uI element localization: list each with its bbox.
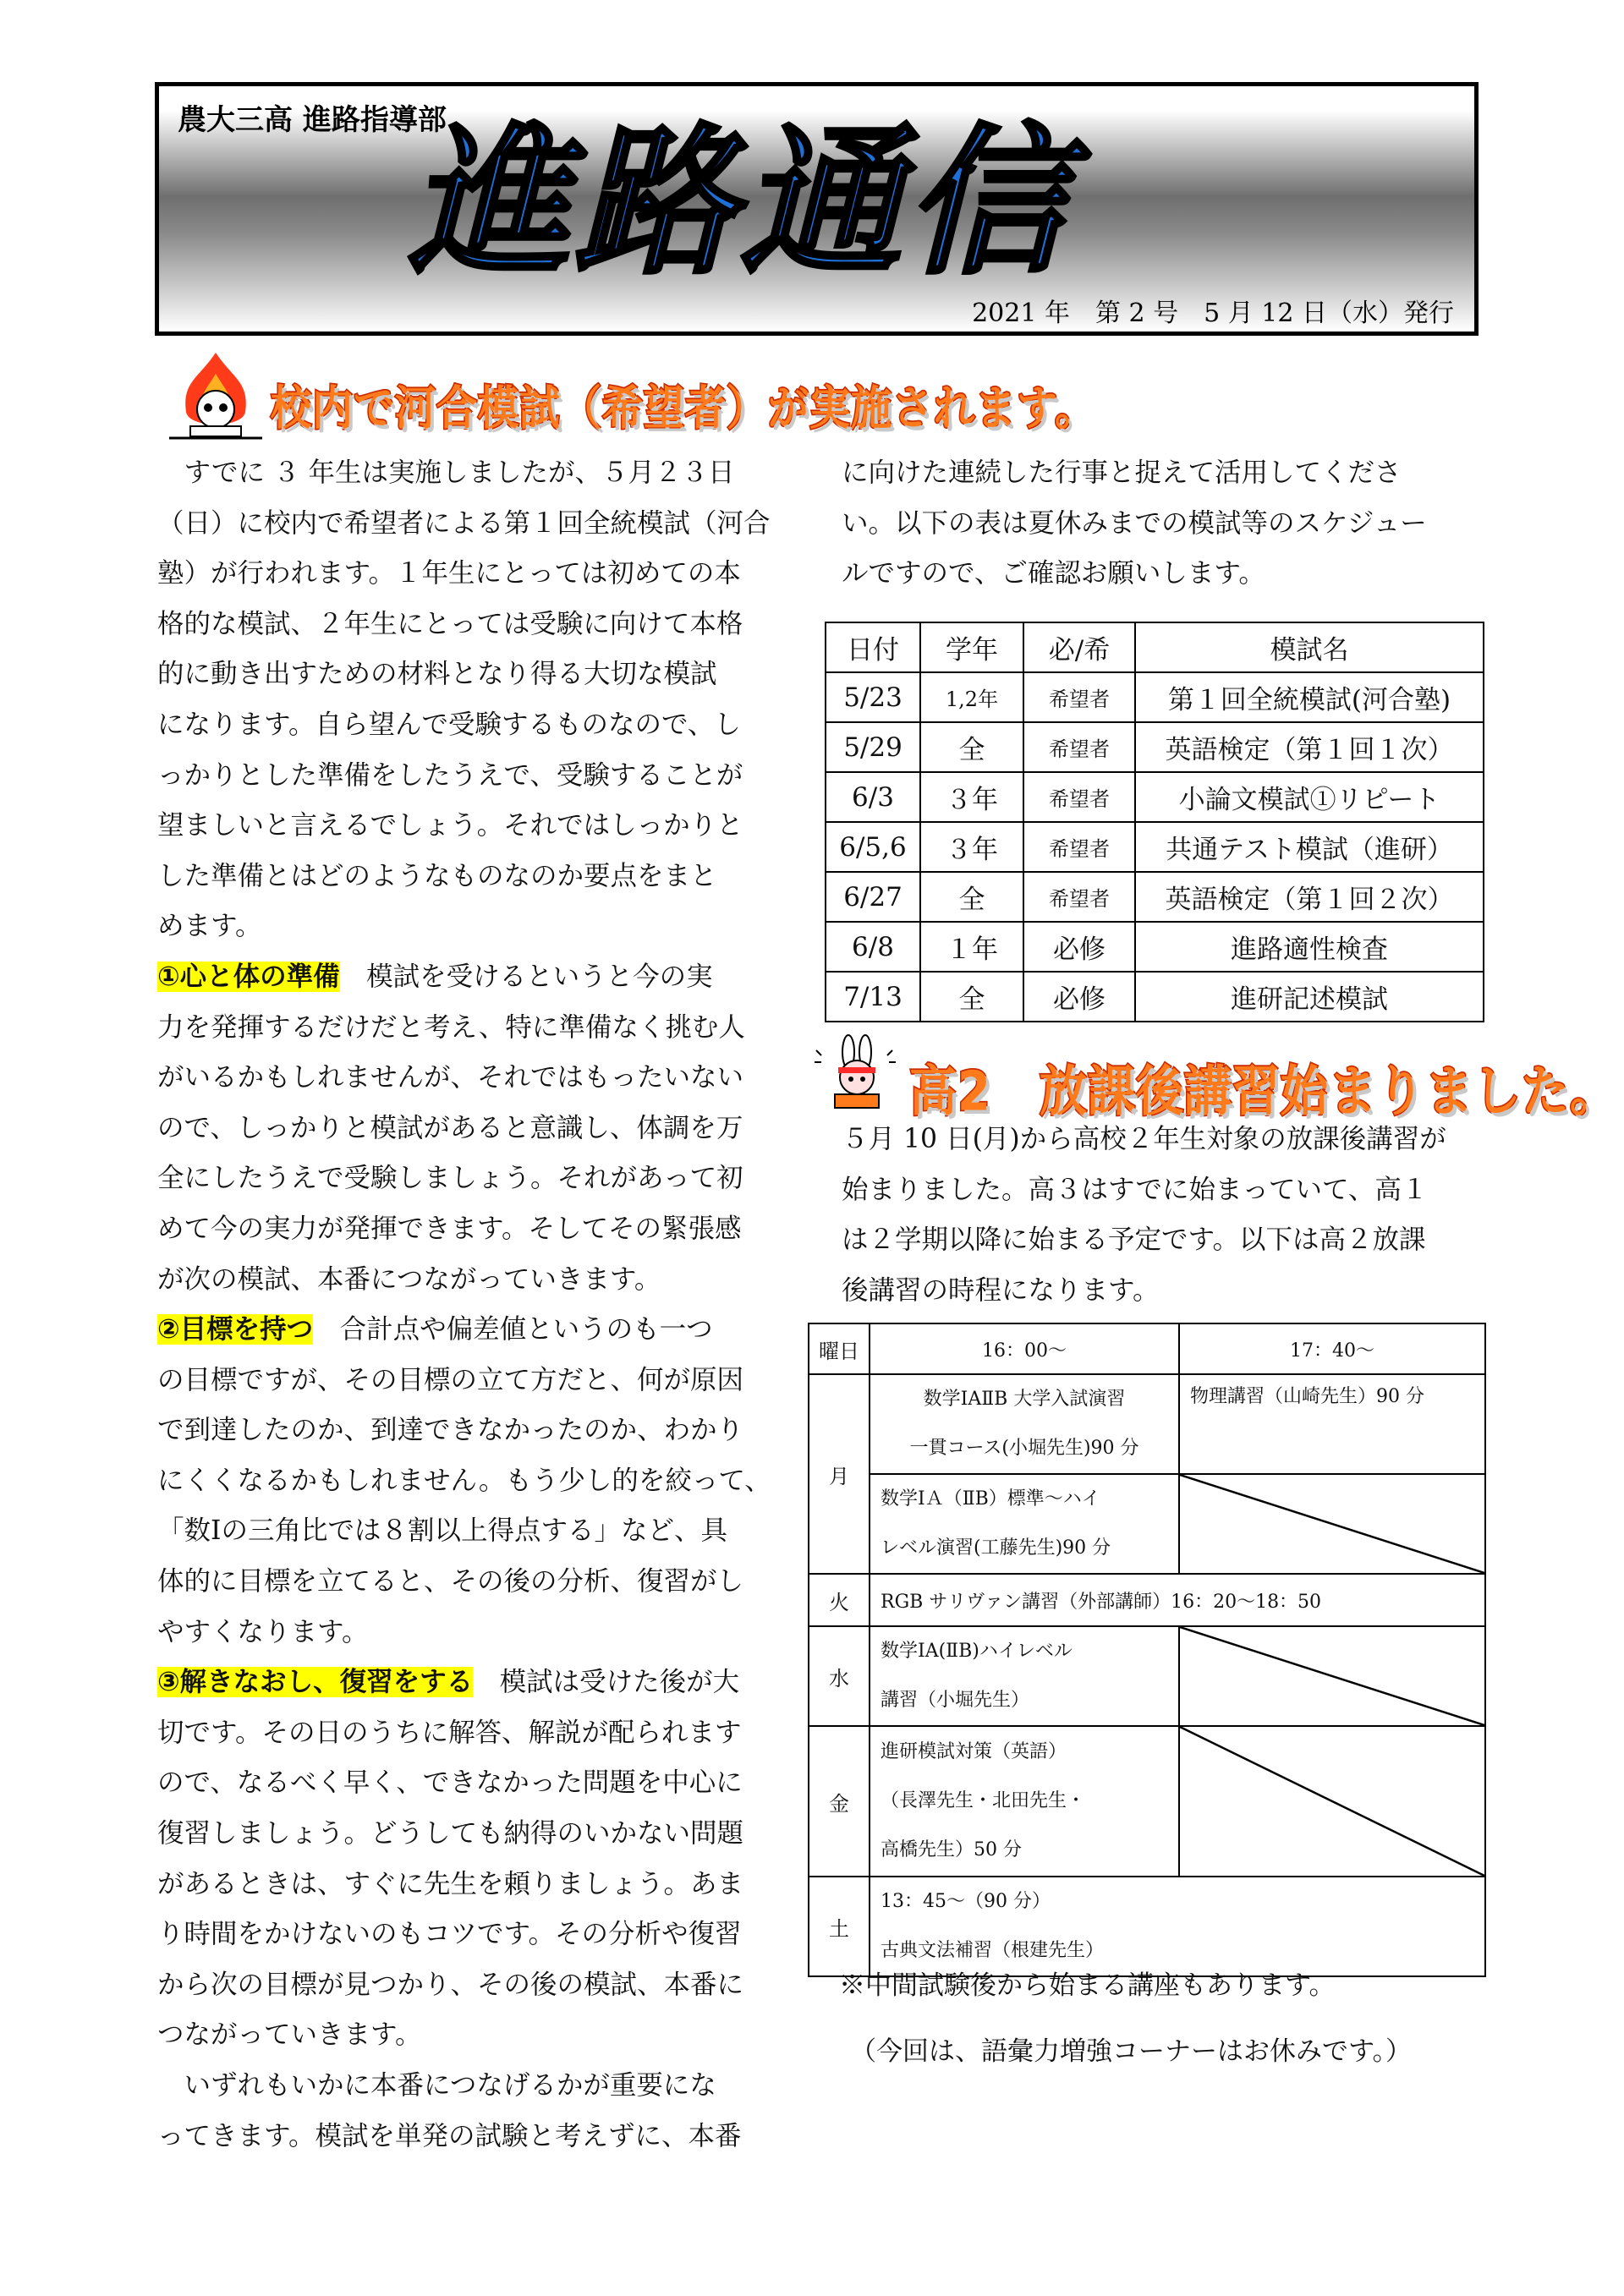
section2-body (842, 1115, 1493, 1316)
cell-monday-2: 物理講習（山崎先生）90 分 (1179, 1374, 1485, 1474)
point3-line: つながっていきます。 (157, 2019, 422, 2051)
intro-line: 塾）が行われます。１年生にとっては初めての本 (157, 558, 741, 589)
point3-heading: ③解きなおし、復習をする (157, 1667, 474, 1698)
section2-line: 始まりました。高３はすでに始まっていて、高１ (842, 1174, 1429, 1205)
section2-line: は２学期以降に始まる予定です。以下は高２放課 (842, 1225, 1426, 1256)
table-row (826, 922, 1484, 972)
cell-text: 数学ⅠＡ（ⅡB）標準～ハイ (881, 1488, 1100, 1510)
cell-tuesday: RGB サリヴァン講習（外部講師）16：20～18：50 (870, 1574, 1485, 1626)
table-header-row (809, 1323, 1485, 1374)
day-saturday: 土 (809, 1877, 870, 1976)
intro-line: めます。 (157, 911, 262, 942)
table-row-saturday (809, 1877, 1485, 1976)
point1-line: 力を発揮するだけだと考え、特に準備なく挑む人 (157, 1011, 745, 1043)
note-vocab-corner: （今回は、語彙力増強コーナーはお休みです。） (850, 2036, 1413, 2067)
panda-flame-icon (165, 348, 266, 441)
day-tuesday: 火 (809, 1574, 870, 1626)
empty-slot-slash (1179, 1474, 1485, 1574)
cell-type: 希望者 (1023, 772, 1135, 822)
table-row (826, 972, 1484, 1022)
cell-exam: 第１回全統模試(河合塾) (1135, 672, 1484, 722)
table-row (826, 722, 1484, 772)
point3-line: ので、なるべく早く、できなかった問題を中心に (157, 1767, 743, 1799)
point2-heading: ②目標を持つ (157, 1314, 314, 1345)
section2-title: 高2 放課後講習始まりました。 (909, 1060, 1618, 1124)
cell-type: 希望者 (1023, 722, 1135, 772)
empty-slot-slash (1179, 1626, 1485, 1726)
cell-grade: 全 (920, 872, 1023, 922)
cell-type: 希望者 (1023, 872, 1135, 922)
intro-line: 格的な模試、２年生にとっては受験に向けて本格 (157, 608, 743, 639)
issue-info: 2021 年 第 2 号 5 月 12 日（水）発行 (972, 299, 1454, 328)
cell-grade: 1,2年 (920, 672, 1023, 722)
cell-grade: 全 (920, 722, 1023, 772)
table-row (826, 672, 1484, 722)
cell-text: 古典文法補習（根建先生） (881, 1940, 1105, 1961)
right-line: に向けた連続した行事と捉えて活用してくださ (842, 458, 1402, 488)
closing-line: いずれもいかに本番につなげるかが重要にな (157, 2070, 716, 2101)
point2-line: にくくなるかもしれません。もう少し的を絞って、 (157, 1465, 771, 1496)
point3-line: から次の目標が見つかり、その後の模試、本番に (157, 1969, 744, 2000)
intro-line: （日）に校内で希望者による第１回全統模試（河合 (157, 507, 771, 539)
point1-line: 全にしたうえで受験しましょう。それがあって初 (157, 1163, 743, 1194)
intro-line: 望ましいと言えるでしょう。それではしっかりと (157, 810, 743, 841)
day-monday: 月 (809, 1374, 870, 1574)
table-row (826, 772, 1484, 822)
newsletter-title-text: 進路通信 (409, 109, 1073, 288)
day-friday: 金 (809, 1726, 870, 1877)
point1-line: が次の模試、本番につながっていきます。 (157, 1263, 661, 1295)
point2-line: で到達したのか、到達できなかったのか、わかり (157, 1415, 744, 1446)
point1-first: 模試を受けるというと今の実 (339, 961, 713, 992)
cell-friday (870, 1726, 1179, 1877)
cell-monday-1 (870, 1374, 1179, 1474)
point3-first: 模試は受けた後が大 (473, 1667, 740, 1698)
right-line: ルですので、ご確認お願いします。 (842, 558, 1265, 589)
cell-text: 高橋先生）50 分 (881, 1839, 1022, 1860)
cell-text: （長澤先生・北田先生・ (881, 1790, 1086, 1811)
intro-line: すでに ３ 年生は実施しましたが、５月２３日 (157, 458, 735, 488)
right-column-intro (842, 448, 1484, 600)
point3-line: があるときは、すぐに先生を頼りましょう。あま (157, 1868, 744, 1899)
cell-grade: 全 (920, 972, 1023, 1022)
cell-text: 数学ⅠAⅡB 大学入試演習 (923, 1389, 1126, 1410)
empty-slot-slash (1179, 1726, 1485, 1877)
point2-line: の目標ですが、その目標の立て方だと、何が原因 (157, 1364, 744, 1395)
cell-grade: ３年 (920, 772, 1023, 822)
cell-text: 講習（小堀先生） (881, 1690, 1030, 1711)
cell-date: 5/29 (826, 722, 920, 772)
cell-exam: 共通テスト模試（進研） (1135, 822, 1484, 872)
point2-first: 合計点や偏差値というのも一つ (313, 1314, 713, 1345)
cell-exam: 進研記述模試 (1135, 972, 1484, 1022)
intro-line: っかりとした準備をしたうえで、受験することが (157, 759, 743, 791)
cell-date: 6/27 (826, 872, 920, 922)
table-header-row (826, 622, 1484, 672)
col-header-exam: 模試名 (1135, 622, 1484, 672)
cell-text: レベル演習(工藤先生)90 分 (881, 1537, 1111, 1559)
cell-text: 数学ⅠA(ⅡB)ハイレベル (881, 1641, 1073, 1662)
cell-grade: ３年 (920, 822, 1023, 872)
section2-line: ５月 10 日(月)から高校２年生対象の放課後講習が (842, 1124, 1446, 1154)
table-row-wednesday (809, 1626, 1485, 1726)
cell-date: 7/13 (826, 972, 920, 1022)
cell-exam: 進路適性検査 (1135, 922, 1484, 972)
intro-line: になります。自ら望んで受験するものなので、し (157, 709, 741, 740)
point3-line: 切です。その日のうちに解答、解説が配られます (157, 1717, 742, 1748)
col-header-grade: 学年 (920, 622, 1023, 672)
section1-title: 校内で河合模試（希望者）が実施されます。 (271, 381, 1097, 436)
section2-line: 後講習の時程になります。 (842, 1274, 1160, 1306)
table-row-friday (809, 1726, 1485, 1877)
left-column (157, 448, 800, 2162)
lecture-schedule-table (808, 1323, 1486, 1977)
table-row-tuesday (809, 1574, 1485, 1626)
intro-line: 的に動き出すための材料となり得る大切な模試 (157, 659, 717, 690)
point2-line: 「数Ⅰの三角比では８割以上得点する」など、具 (157, 1515, 727, 1547)
table-row (826, 822, 1484, 872)
cell-text: 一貫コース(小堀先生)90 分 (909, 1438, 1139, 1459)
cell-grade: １年 (920, 922, 1023, 972)
point2-line: やすくなります。 (157, 1616, 369, 1647)
note-after-exam: ※中間試験後から始まる講座もあります。 (839, 1970, 1336, 2001)
cell-exam: 英語検定（第１回１次） (1135, 722, 1484, 772)
cell-exam: 英語検定（第１回２次） (1135, 872, 1484, 922)
point3-line: 復習しましょう。どうしても納得のいかない問題 (157, 1818, 744, 1849)
rabbit-icon (808, 1033, 905, 1114)
cell-date: 5/23 (826, 672, 920, 722)
cell-type: 必修 (1023, 972, 1135, 1022)
closing-line: ってきます。模試を単発の試験と考えずに、本番 (157, 2120, 742, 2151)
col-header-day: 曜日 (809, 1323, 870, 1374)
cell-exam: 小論文模試①リピート (1135, 772, 1484, 822)
point3-line: り時間をかけないのもコツです。その分析や復習 (157, 1919, 742, 1950)
col-header-time2: 17：40～ (1179, 1323, 1485, 1374)
department-name: 農大三高 進路指導部 (178, 103, 447, 137)
cell-type: 希望者 (1023, 672, 1135, 722)
col-header-type: 必/希 (1023, 622, 1135, 672)
newsletter-title (400, 93, 1212, 288)
right-line: い。以下の表は夏休みまでの模試等のスケジュー (842, 507, 1427, 539)
day-wednesday: 水 (809, 1626, 870, 1726)
cell-monday-3 (870, 1474, 1179, 1574)
intro-line: した準備とはどのようなものなのか要点をまと (157, 860, 717, 891)
point1-line: がいるかもしれませんが、それではもったいない (157, 1062, 744, 1093)
cell-text: 進研模試対策（英語） (881, 1741, 1067, 1762)
col-header-date: 日付 (826, 622, 920, 672)
cell-text: 13：45～（90 分） (881, 1891, 1051, 1912)
exam-schedule-table (825, 622, 1484, 1022)
cell-saturday (870, 1877, 1485, 1976)
point2-line: 体的に目標を立てると、その後の分析、復習がし (157, 1566, 744, 1597)
cell-date: 6/5,6 (826, 822, 920, 872)
header-box (155, 82, 1479, 336)
table-row-monday-2 (809, 1474, 1485, 1574)
cell-type: 必修 (1023, 922, 1135, 972)
col-header-time1: 16：00～ (870, 1323, 1179, 1374)
table-row-monday (809, 1374, 1485, 1474)
cell-wednesday (870, 1626, 1179, 1726)
point1-heading: ①心と体の準備 (157, 961, 340, 992)
cell-type: 希望者 (1023, 822, 1135, 872)
table-row (826, 872, 1484, 922)
cell-date: 6/3 (826, 772, 920, 822)
cell-date: 6/8 (826, 922, 920, 972)
point1-line: めて今の実力が発揮できます。そしてその緊張感 (157, 1213, 742, 1244)
point1-line: ので、しっかりと模試があると意識し、体調を万 (157, 1112, 743, 1143)
